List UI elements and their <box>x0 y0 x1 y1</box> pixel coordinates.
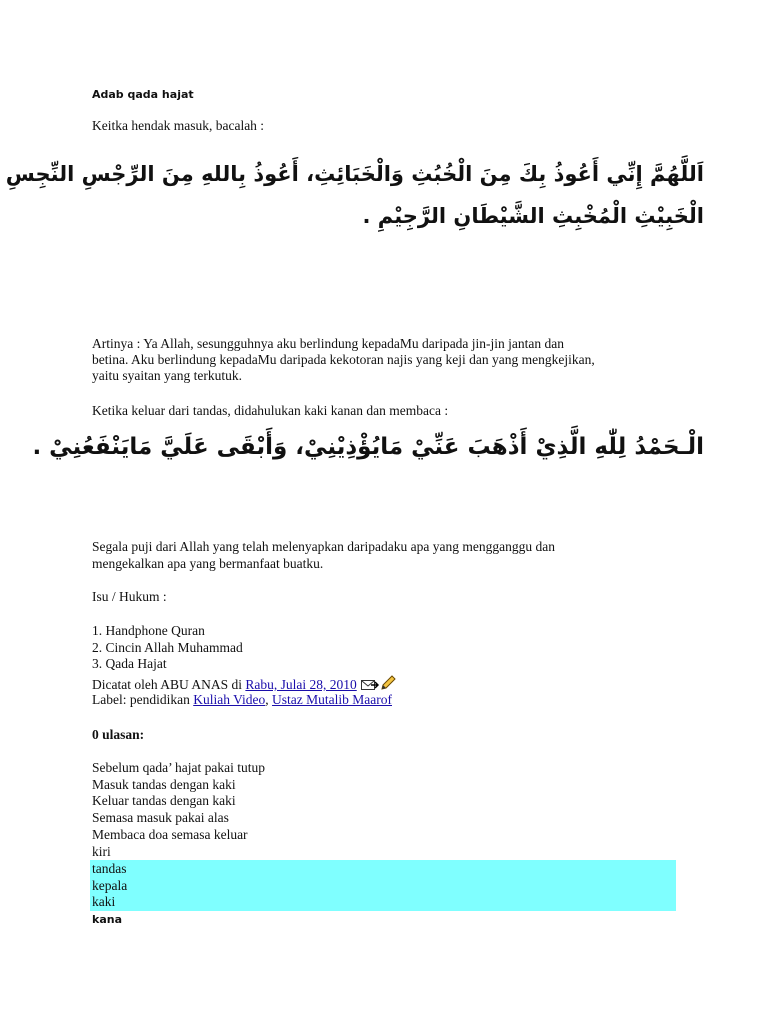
issues-heading: Isu / Hukum : <box>92 589 167 604</box>
intro-exit-text: Ketika keluar dari tandas, didahulukan kaki kanan dan membaca : <box>92 403 449 418</box>
meaning-exit-line-2: mengekalkan apa yang bermanfaat buatku. <box>92 556 324 571</box>
labels-prefix: Label: pendidikan <box>92 692 194 707</box>
note-line: Sebelum qada’ hajat pakai tutup <box>92 760 265 775</box>
dua-enter-image <box>5 150 704 250</box>
trailing-note: kana <box>92 913 122 926</box>
highlighted-note: tandas <box>92 861 127 876</box>
note-line: Membaca doa semasa keluar <box>92 827 248 842</box>
meaning-enter-line-3: yaitu syaitan yang terkutuk. <box>92 368 242 383</box>
note-line: Keluar tandas dengan kaki <box>92 793 236 808</box>
note-line: Masuk tandas dengan kaki <box>92 777 236 792</box>
labels-line <box>92 692 392 709</box>
label-separator: , <box>265 692 273 707</box>
label-link-ustaz-mutalib-maarof[interactable]: Ustaz Mutalib Maarof <box>272 692 392 707</box>
dua-exit-text: الْـحَمْدُ لِلّٰهِ الَّذِيْ أَذْهَبَ عَنِّيْ مَايُؤْذِيْنِيْ، وَأَبْقَى عَلَيَّ مَايَنْفَعُنِيْ . <box>32 434 704 460</box>
dua-enter-line2: الْخَبِيْثِ الْمُخْبِثِ الشَّيْطَانِ الرَّجِيْمِ . <box>362 204 704 228</box>
post-date-link[interactable]: Rabu, Julai 28, 2010 <box>245 677 357 692</box>
issue-item: 1. Handphone Quran <box>92 623 205 638</box>
meaning-exit-line-1: Segala puji dari Allah yang telah melenyapkan daripadaku apa yang mengganggu dan <box>92 539 555 554</box>
note-line: kiri <box>92 844 111 859</box>
highlighted-note: kepala <box>92 878 128 893</box>
meaning-enter-line-1: Artinya : Ya Allah, sesungguhnya aku berlindung kepadaMu daripada jin-jin jantan dan <box>92 336 565 351</box>
post-title: Adab qada hajat <box>92 88 194 101</box>
posted-by-text: Dicatat oleh ABU ANAS di <box>92 677 246 692</box>
issue-item: 3. Qada Hajat <box>92 656 167 671</box>
meaning-enter-line-2: betina. Aku berlindung kepadaMu daripada kekotoran najis yang keji dan yang mengkejikan, <box>92 352 595 367</box>
intro-enter-text: Keitka hendak masuk, bacalah : <box>92 118 265 133</box>
issue-item: 2. Cincin Allah Muhammad <box>92 640 243 655</box>
label-link-kuliah-video[interactable]: Kuliah Video <box>193 692 266 707</box>
dua-enter-line1: اَللَّهُمَّ إِنِّي أَعُوذُ بِكَ مِنَ الْخُبُثِ وَالْخَبَائِثِ، أَعُوذُ بِاللهِ مِنَ الرِّجْسِ النِّجِسِ <box>5 162 704 186</box>
highlight-block <box>90 860 676 911</box>
dua-exit-image <box>32 420 704 490</box>
comments-heading: 0 ulasan: <box>92 727 145 742</box>
highlighted-note: kaki <box>92 894 116 909</box>
note-line: Semasa masuk pakai alas <box>92 810 229 825</box>
